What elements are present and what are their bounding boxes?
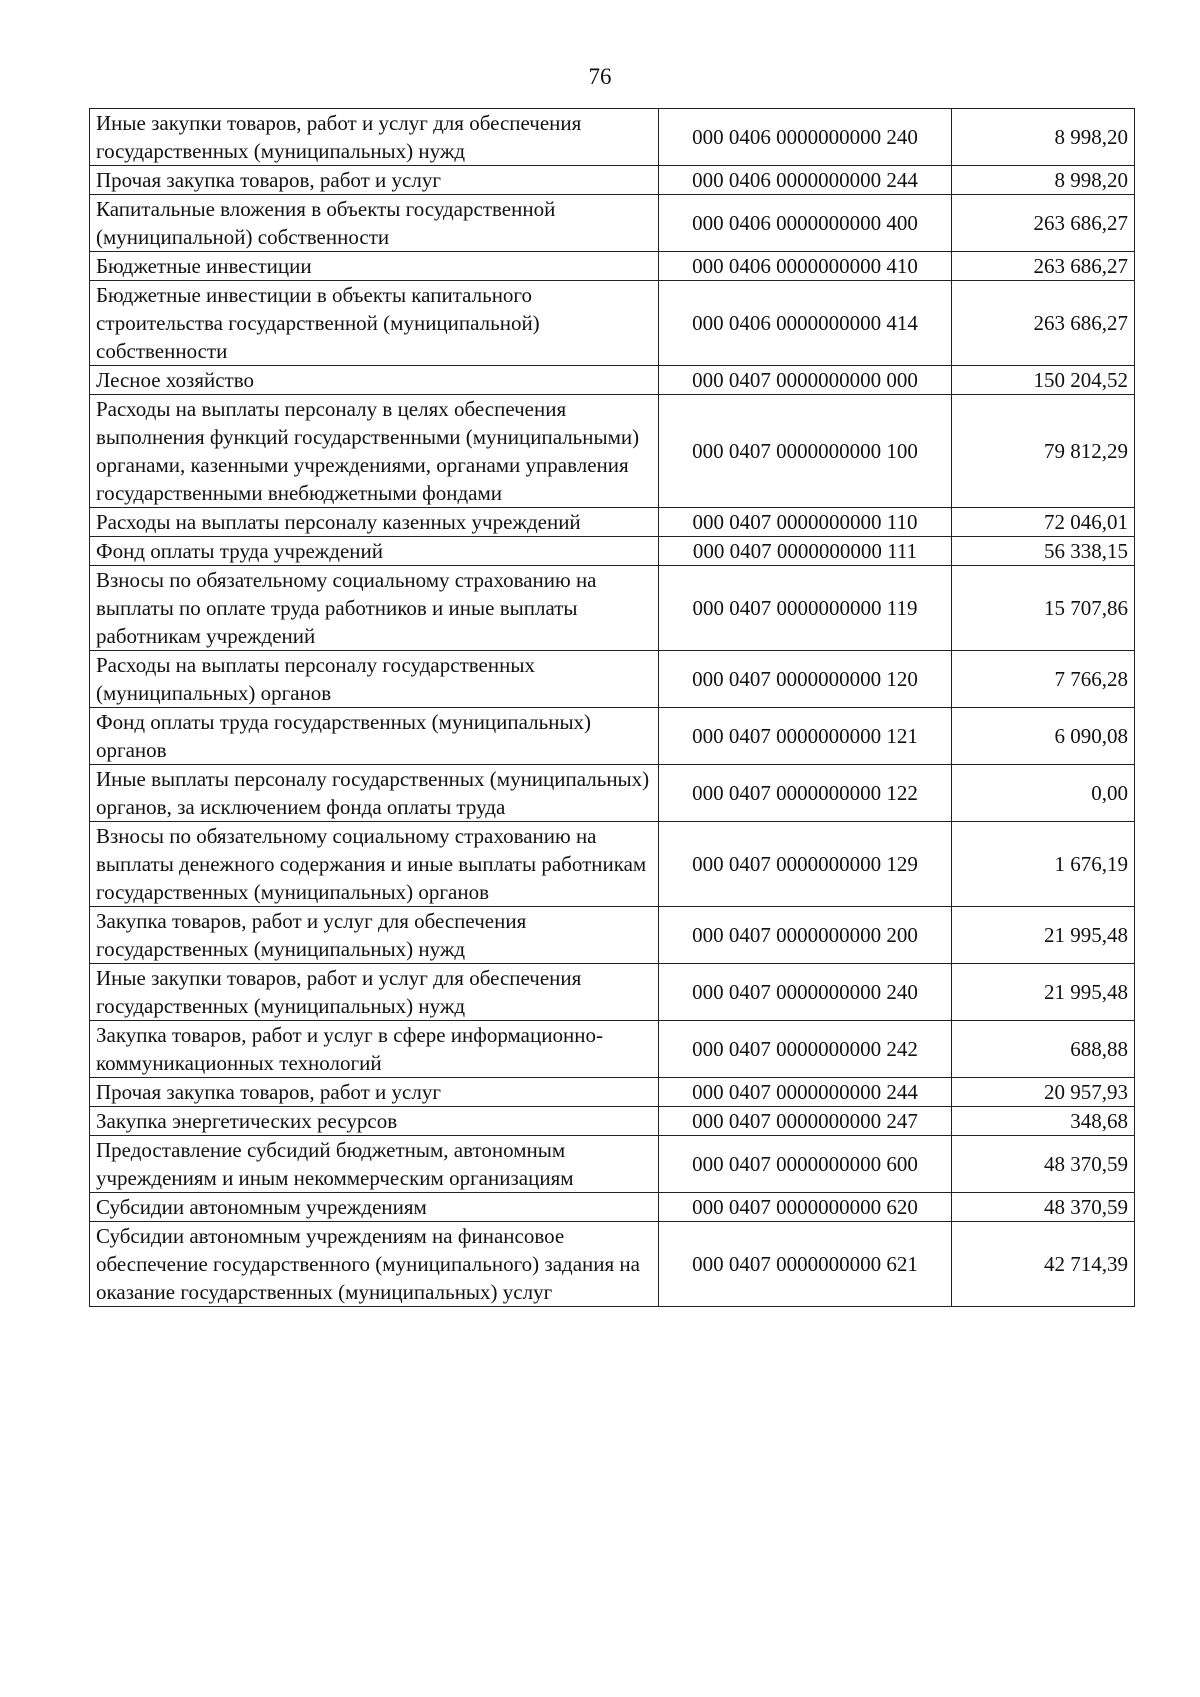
budget-table-body — [90, 109, 1135, 1307]
classification-code: 000 0406 0000000000 414 — [659, 281, 952, 366]
table-row — [90, 907, 1135, 964]
classification-code: 000 0406 0000000000 410 — [659, 252, 952, 281]
expense-name: Прочая закупка товаров, работ и услуг — [90, 166, 659, 195]
amount: 20 957,93 — [952, 1078, 1135, 1107]
table-row — [90, 195, 1135, 252]
amount: 263 686,27 — [952, 281, 1135, 366]
table-row — [90, 508, 1135, 537]
classification-code: 000 0407 0000000000 100 — [659, 395, 952, 508]
table-row — [90, 1107, 1135, 1136]
amount: 56 338,15 — [952, 537, 1135, 566]
classification-code: 000 0407 0000000000 119 — [659, 566, 952, 651]
table-row — [90, 109, 1135, 166]
expense-name: Субсидии автономным учреждениям — [90, 1193, 659, 1222]
table-row — [90, 537, 1135, 566]
classification-code: 000 0407 0000000000 110 — [659, 508, 952, 537]
classification-code: 000 0407 0000000000 620 — [659, 1193, 952, 1222]
expense-name: Предоставление субсидий бюджетным, автономным учреждениям и иным некоммерческим организациям — [90, 1136, 659, 1193]
amount: 15 707,86 — [952, 566, 1135, 651]
amount: 21 995,48 — [952, 907, 1135, 964]
amount: 1 676,19 — [952, 822, 1135, 907]
expense-name: Капитальные вложения в объекты государственной (муниципальной) собственности — [90, 195, 659, 252]
expense-name: Фонд оплаты труда государственных (муниципальных) органов — [90, 708, 659, 765]
amount: 79 812,29 — [952, 395, 1135, 508]
amount: 72 046,01 — [952, 508, 1135, 537]
page-number: 76 — [588, 64, 612, 89]
table-row — [90, 1078, 1135, 1107]
amount: 48 370,59 — [952, 1193, 1135, 1222]
table-row — [90, 964, 1135, 1021]
expense-name: Закупка товаров, работ и услуг для обеспечения государственных (муниципальных) нужд — [90, 907, 659, 964]
classification-code: 000 0407 0000000000 121 — [659, 708, 952, 765]
expense-name: Иные закупки товаров, работ и услуг для обеспечения государственных (муниципальных) нужд — [90, 964, 659, 1021]
classification-code: 000 0407 0000000000 244 — [659, 1078, 952, 1107]
classification-code: 000 0406 0000000000 400 — [659, 195, 952, 252]
amount: 42 714,39 — [952, 1222, 1135, 1307]
expense-name: Прочая закупка товаров, работ и услуг — [90, 1078, 659, 1107]
expense-name: Субсидии автономным учреждениям на финансовое обеспечение государственного (муниципального) задания на оказание государственных (муниципальных) услуг — [90, 1222, 659, 1307]
expense-name: Иные выплаты персоналу государственных (муниципальных) органов, за исключением фонда оплаты труда — [90, 765, 659, 822]
expense-name: Лесное хозяйство — [90, 366, 659, 395]
amount: 7 766,28 — [952, 651, 1135, 708]
table-row — [90, 366, 1135, 395]
classification-code: 000 0407 0000000000 600 — [659, 1136, 952, 1193]
expense-name: Расходы на выплаты персоналу казенных учреждений — [90, 508, 659, 537]
classification-code: 000 0407 0000000000 240 — [659, 964, 952, 1021]
amount: 0,00 — [952, 765, 1135, 822]
classification-code: 000 0407 0000000000 129 — [659, 822, 952, 907]
expense-name: Иные закупки товаров, работ и услуг для обеспечения государственных (муниципальных) нужд — [90, 109, 659, 166]
table-row — [90, 708, 1135, 765]
classification-code: 000 0407 0000000000 200 — [659, 907, 952, 964]
table-row — [90, 566, 1135, 651]
expense-name: Бюджетные инвестиции в объекты капитального строительства государственной (муниципальной) собственности — [90, 281, 659, 366]
amount: 8 998,20 — [952, 166, 1135, 195]
amount: 688,88 — [952, 1021, 1135, 1078]
amount: 21 995,48 — [952, 964, 1135, 1021]
classification-code: 000 0407 0000000000 000 — [659, 366, 952, 395]
classification-code: 000 0407 0000000000 621 — [659, 1222, 952, 1307]
classification-code: 000 0407 0000000000 122 — [659, 765, 952, 822]
table-row — [90, 651, 1135, 708]
expense-name: Расходы на выплаты персоналу государственных (муниципальных) органов — [90, 651, 659, 708]
amount: 263 686,27 — [952, 252, 1135, 281]
classification-code: 000 0407 0000000000 242 — [659, 1021, 952, 1078]
expense-name: Бюджетные инвестиции — [90, 252, 659, 281]
table-row — [90, 395, 1135, 508]
table-row — [90, 281, 1135, 366]
budget-table — [89, 108, 1135, 1307]
classification-code: 000 0407 0000000000 247 — [659, 1107, 952, 1136]
table-row — [90, 765, 1135, 822]
expense-name: Взносы по обязательному социальному страхованию на выплаты денежного содержания и иные выплаты работникам государственных (муниципальных) органов — [90, 822, 659, 907]
expense-name: Закупка товаров, работ и услуг в сфере информационно-коммуникационных технологий — [90, 1021, 659, 1078]
classification-code: 000 0406 0000000000 244 — [659, 166, 952, 195]
amount: 48 370,59 — [952, 1136, 1135, 1193]
amount: 6 090,08 — [952, 708, 1135, 765]
table-row — [90, 1222, 1135, 1307]
table-row — [90, 822, 1135, 907]
table-row — [90, 1136, 1135, 1193]
table-row — [90, 1193, 1135, 1222]
amount: 8 998,20 — [952, 109, 1135, 166]
classification-code: 000 0407 0000000000 120 — [659, 651, 952, 708]
amount: 263 686,27 — [952, 195, 1135, 252]
table-row — [90, 1021, 1135, 1078]
expense-name: Взносы по обязательному социальному страхованию на выплаты по оплате труда работников и иные выплаты работникам учреждений — [90, 566, 659, 651]
classification-code: 000 0407 0000000000 111 — [659, 537, 952, 566]
expense-name: Фонд оплаты труда учреждений — [90, 537, 659, 566]
expense-name: Расходы на выплаты персоналу в целях обеспечения выполнения функций государственными (муниципальными) органами, казенными учреждениями, органами управления государственными внебюджетными фондами — [90, 395, 659, 508]
amount: 348,68 — [952, 1107, 1135, 1136]
amount: 150 204,52 — [952, 366, 1135, 395]
classification-code: 000 0406 0000000000 240 — [659, 109, 952, 166]
table-row — [90, 166, 1135, 195]
table-row — [90, 252, 1135, 281]
expense-name: Закупка энергетических ресурсов — [90, 1107, 659, 1136]
